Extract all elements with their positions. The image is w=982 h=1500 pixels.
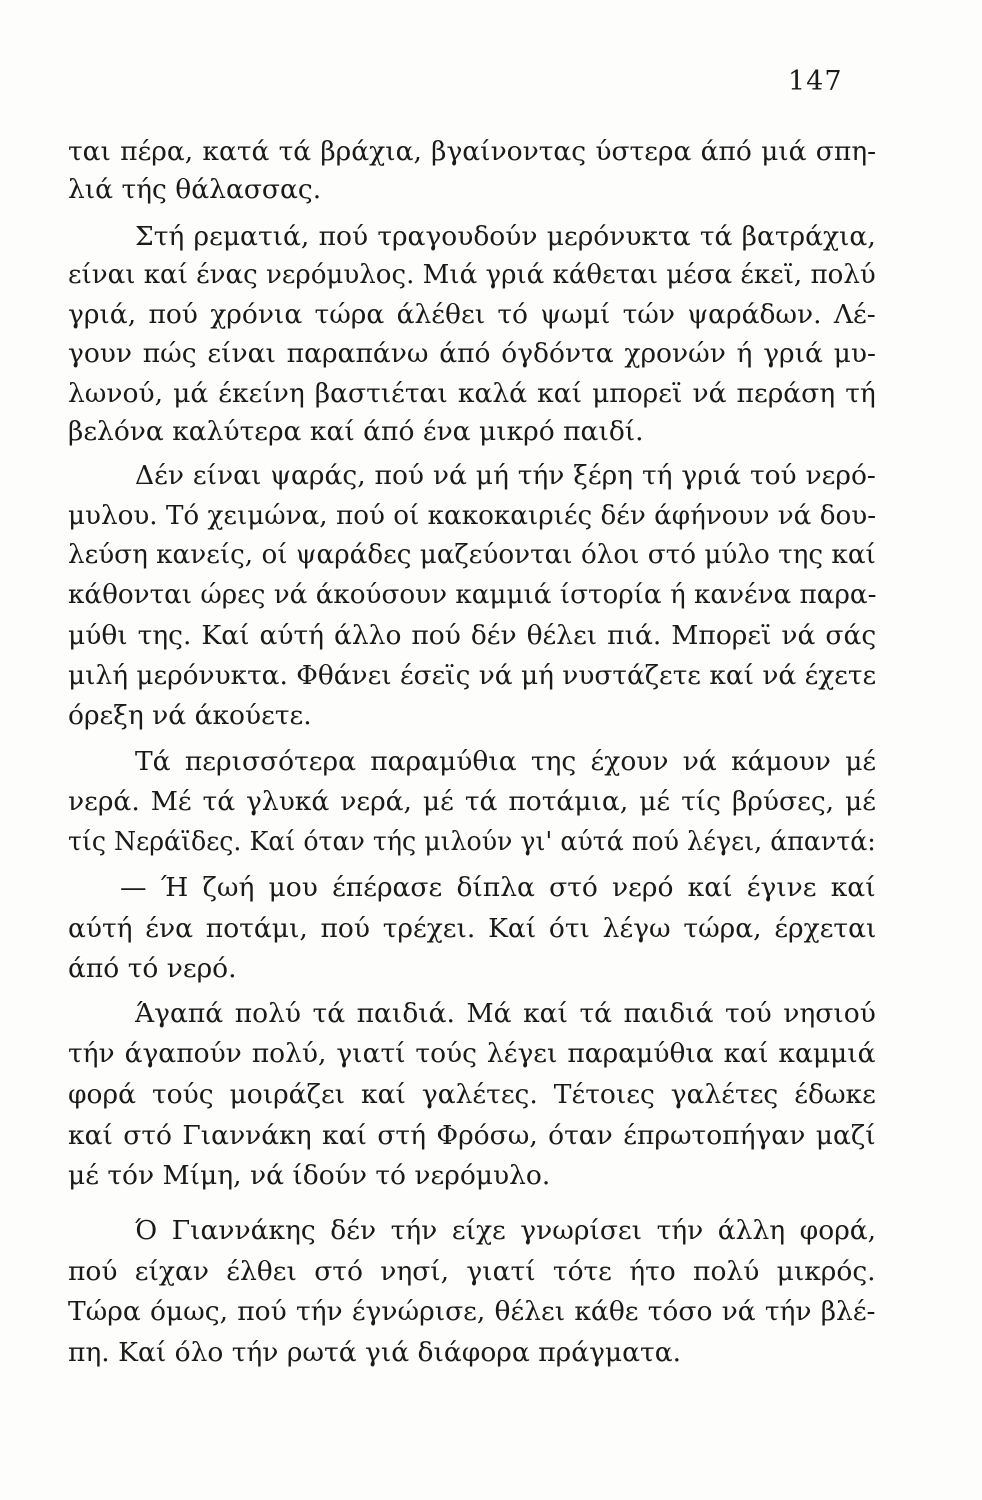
text-line: όρεξη νά άκούετε. — [68, 700, 312, 731]
text-line: γουν πώς είναι παραπάνω άπό όγδόντα χρονών ή γριά μυ- — [68, 338, 876, 369]
text-line: αύτή ένα ποτάμι, πού τρέχει. Καί ότι λέγω τώρα, έρχεται — [68, 913, 876, 944]
text-line: πη. Καί όλο τήν ρωτά γιά διάφορα πράγματα. — [68, 1337, 682, 1368]
text-line: τήν άγαπούν πολύ, γιατί τούς λέγει παραμύθια καί καμμιά — [68, 1038, 876, 1069]
text-line: κάθονται ώρες νά άκούσουν καμμιά ίστορία ή κανένα παρα- — [68, 579, 876, 610]
text-line: Τά περισσότερα παραμύθια της έχουν νά κάμουν μέ — [135, 746, 876, 777]
text-line: μυλου. Τό χειμώνα, πού οί κακοκαιριές δέν άφήνουν νά δου- — [68, 500, 876, 531]
text-line: Άγαπά πολύ τά παιδιά. Μά καί τά παιδιά τού νησιού — [135, 998, 876, 1029]
text-line: τίς Νεράϊδες. Καί όταν τής μιλούν γι' αύτά πού λέγει, άπαντά: — [68, 826, 876, 857]
text-line: μιλή μερόνυκτα. Φθάνει έσεϊς νά μή νυστάζετε καί νά έχετε — [68, 660, 876, 691]
text-line: πού είχαν έλθει στό νησί, γιατί τότε ήτο πολύ μικρός. — [68, 1256, 876, 1287]
text-line: άπό τό νερό. — [68, 953, 237, 984]
text-line: φορά τούς μοιράζει καί γαλέτες. Τέτοιες γαλέτες έδωκε — [68, 1079, 876, 1110]
text-line: μύθι της. Καί αύτή άλλο πού δέν θέλει πιά. Μπορεϊ νά σάς — [68, 620, 876, 651]
text-line: είναι καί ένας νερόμυλος. Μιά γριά κάθεται μέσα έκεϊ, πολύ — [68, 259, 876, 290]
text-line: ται πέρα, κατά τά βράχια, βγαίνοντας ύστερα άπό μιά σπη- — [68, 136, 876, 167]
text-line: Δέν είναι ψαράς, πού νά μή τήν ξέρη τή γριά τού νερό- — [135, 460, 876, 491]
text-line: λεύση κανείς, οί ψαράδες μαζεύονται όλοι στό μύλο της καί — [68, 539, 876, 570]
text-line: μέ τόν Μίμη, νά ίδούν τό νερόμυλο. — [68, 1160, 551, 1191]
text-line: Ό Γιαννάκης δέν τήν είχε γνωρίσει τήν άλλη φορά, — [135, 1215, 876, 1246]
text-line: λωνού, μά έκείνη βαστιέται καλά καί μπορεϊ νά περάση τή — [68, 378, 876, 409]
text-line: βελόνα καλύτερα καί άπό ένα μικρό παιδί. — [68, 416, 644, 447]
text-line: Στή ρεματιά, πού τραγουδούν μερόνυκτα τά βατράχια, — [135, 221, 876, 252]
text-line: νερά. Μέ τά γλυκά νερά, μέ τά ποτάμια, μέ τίς βρύσες, μέ — [68, 786, 876, 817]
page-number: 147 — [788, 66, 843, 97]
text-line: λιά τής θάλασσας. — [68, 174, 322, 205]
text-line: γριά, πού χρόνια τώρα άλέθει τό ψωμί τών ψαράδων. Λέ- — [68, 299, 876, 330]
text-line: Τώρα όμως, πού τήν έγνώρισε, θέλει κάθε τόσο νά τήν βλέ- — [68, 1296, 876, 1327]
text-line: καί στό Γιαννάκη καί στή Φρόσω, όταν έπρωτοπήγαν μαζί — [68, 1120, 876, 1151]
text-line: — Ή ζωή μου έπέρασε δίπλα στό νερό καί έγινε καί — [120, 872, 876, 903]
